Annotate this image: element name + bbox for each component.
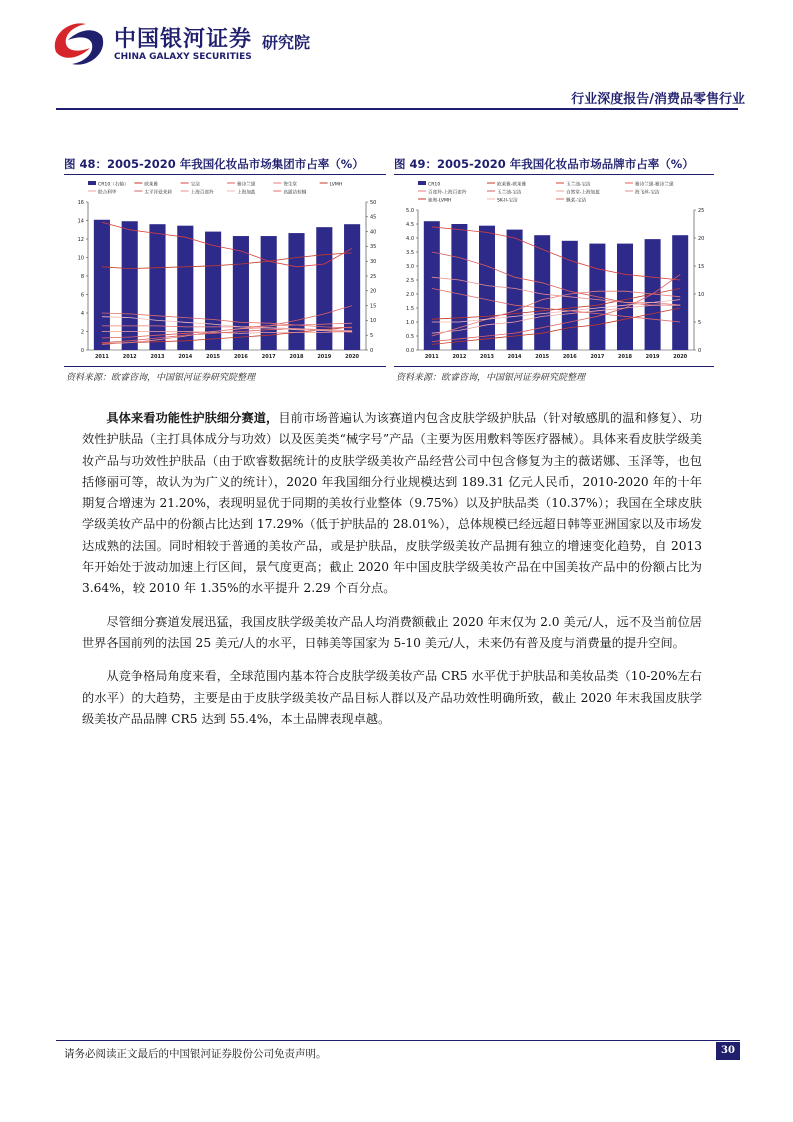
y-tick-label: 1.5 xyxy=(406,305,414,312)
y2-tick-label: 0 xyxy=(370,347,374,354)
body-text xyxy=(82,408,702,742)
legend-label: 海飞丝-宝洁 xyxy=(635,190,660,196)
y-tick-label: 6 xyxy=(80,292,84,299)
figure-49-chart xyxy=(394,176,714,364)
x-tick-label: 2016 xyxy=(233,354,248,360)
paragraph-1-lead: 具体来看功能性护肤细分赛道， xyxy=(106,411,279,425)
y-tick-label: 0 xyxy=(80,347,84,354)
galaxy-logo-icon xyxy=(50,18,108,70)
series-line xyxy=(432,252,680,305)
legend-label: 雅诗兰黛-雅诗兰黛 xyxy=(635,182,674,188)
legend-label: 玉兰油-宝洁 xyxy=(497,190,522,196)
legend-label: 欧莱雅 xyxy=(144,182,159,188)
x-tick-label: 2019 xyxy=(317,354,332,360)
y-tick-label: 2.0 xyxy=(406,291,414,298)
y2-tick-label: 15 xyxy=(370,303,377,310)
legend-label: 欧莱雅-欧莱雅 xyxy=(497,182,527,188)
y2-tick-label: 5 xyxy=(370,333,374,339)
legend-label: CR10 xyxy=(428,182,441,188)
paragraph-3: 从竞争格局角度来看，全球范围内基本符合皮肤学级美妆产品 CR5 水平优于护肤品和美妆品类（10-20%左右的水平）的大趋势，主要是由于皮肤学级美妆产品目标人群以及产品功效性明确所致，截止 2020 年末我国皮肤学级美妆产品品牌 CR5 达到 55.4%，本土品牌表现卓越。 xyxy=(82,669,702,726)
legend-label: 联合利华 xyxy=(98,190,117,196)
legend-label: 上海加蓝 xyxy=(237,190,256,196)
y-tick-label: 14 xyxy=(77,218,84,225)
series-line xyxy=(102,253,352,269)
series-line xyxy=(432,227,680,280)
series-line xyxy=(432,300,680,322)
y-tick-label: 16 xyxy=(77,199,84,206)
bar xyxy=(316,227,332,350)
paragraph-2: 尽管细分赛道发展迅猛，我国皮肤学级美妆产品人均消费额截止 2020 年末仅为 2.0 美元/人，远不及当前位居世界各国前列的法国 25 美元/人的水平，日韩美等国家为 5-10 美元/人，未来仍有普及度与消费量的提升空间。 xyxy=(82,614,702,650)
x-tick-label: 2019 xyxy=(645,354,660,360)
y2-tick-label: 10 xyxy=(698,291,705,298)
x-tick-label: 2020 xyxy=(345,354,360,360)
x-tick-label: 2017 xyxy=(261,354,276,360)
header-divider xyxy=(56,108,738,110)
y2-tick-label: 30 xyxy=(370,259,377,265)
report-type: 行业深度报告/消费品零售行业 xyxy=(571,92,745,107)
bar xyxy=(122,221,138,350)
legend-label: 飘柔-宝洁 xyxy=(566,198,587,204)
legend-label: 太平洋爱茉莉 xyxy=(144,190,172,196)
x-tick-label: 2011 xyxy=(424,354,439,360)
y2-tick-label: 15 xyxy=(698,263,705,270)
y2-tick-label: 25 xyxy=(698,207,705,214)
y2-tick-label: 50 xyxy=(370,199,377,206)
legend-swatch-bar xyxy=(418,181,426,185)
y-tick-label: 2.5 xyxy=(406,277,414,284)
page-number: 30 xyxy=(716,1042,740,1060)
figure-48-source: 资料来源：欧睿咨询，中国银河证券研究院整理 xyxy=(66,373,256,383)
y-tick-label: 0.5 xyxy=(406,333,414,340)
y-tick-label: 2 xyxy=(80,329,84,336)
y2-tick-label: 40 xyxy=(370,229,377,236)
legend-label: 高露洁棕榈 xyxy=(283,190,307,196)
x-tick-label: 2016 xyxy=(562,354,577,360)
institute-label: 研究院 xyxy=(262,33,311,52)
legend-label: 上海百雀羚 xyxy=(190,190,214,196)
y-tick-label: 3.5 xyxy=(406,249,414,256)
figure-48-title: 图 48：2005-2020 年我国化妆品市场集团市占率（%） xyxy=(64,157,364,171)
figure-48-rule xyxy=(64,174,386,175)
paragraph-1 xyxy=(82,408,702,600)
x-tick-label: 2014 xyxy=(178,354,193,360)
figure-48-chart xyxy=(64,176,386,364)
y-tick-label: 4 xyxy=(80,310,84,317)
bar xyxy=(672,235,688,350)
x-tick-label: 2013 xyxy=(480,354,494,360)
bar xyxy=(94,220,110,350)
y-tick-label: 5.0 xyxy=(406,207,414,214)
y-tick-label: 0.0 xyxy=(406,347,414,354)
y2-tick-label: 25 xyxy=(370,273,377,280)
legend-label: CR10（右轴） xyxy=(98,182,129,188)
brand-name-en: CHINA GALAXY SECURITIES xyxy=(114,52,252,62)
y-tick-label: 12 xyxy=(77,236,84,243)
x-tick-label: 2011 xyxy=(94,354,109,360)
footer-disclaimer: 请务必阅读正文最后的中国银河证券股份公司免责声明。 xyxy=(64,1048,327,1060)
series-line xyxy=(432,277,680,305)
x-tick-label: 2017 xyxy=(590,354,605,360)
legend-label: 自然堂-上海加蓝 xyxy=(566,190,600,196)
legend-label: 玉兰油-宝洁 xyxy=(566,182,591,188)
bar xyxy=(617,244,633,350)
x-tick-label: 2018 xyxy=(289,354,304,360)
series-line xyxy=(432,291,680,336)
y-tick-label: 3.0 xyxy=(406,263,414,270)
y2-tick-label: 0 xyxy=(698,347,702,354)
figure-49-bottom-rule xyxy=(394,366,714,367)
legend-swatch-bar xyxy=(88,181,96,185)
y2-tick-label: 35 xyxy=(370,244,377,251)
bar xyxy=(479,226,495,350)
y-tick-label: 10 xyxy=(77,255,84,262)
figure-49-rule xyxy=(394,174,714,175)
y2-tick-label: 45 xyxy=(370,214,377,221)
brand-logo xyxy=(50,18,350,70)
legend-label: 宝洁 xyxy=(190,182,200,188)
figure-48-bottom-rule xyxy=(64,366,386,367)
bar xyxy=(424,221,440,350)
x-tick-label: 2015 xyxy=(535,354,550,360)
y2-tick-label: 20 xyxy=(698,235,705,242)
x-tick-label: 2018 xyxy=(618,354,632,360)
x-tick-label: 2013 xyxy=(150,354,165,360)
figure-49-source: 资料来源：欧睿咨询，中国银河证券研究院整理 xyxy=(396,373,586,383)
x-tick-label: 2020 xyxy=(673,354,688,360)
x-tick-label: 2012 xyxy=(452,354,467,360)
y-tick-label: 4.5 xyxy=(406,221,414,228)
legend-label: 雅诗兰黛 xyxy=(237,182,256,188)
legend-label: 资生堂 xyxy=(283,182,298,188)
figure-49-title: 图 49：2005-2020 年我国化妆品市场品牌市占率（%） xyxy=(394,157,694,171)
x-tick-label: 2014 xyxy=(507,354,522,360)
y2-tick-label: 10 xyxy=(370,318,377,325)
y-tick-label: 4.0 xyxy=(406,235,414,242)
y-tick-label: 8 xyxy=(80,273,84,280)
series-line xyxy=(432,274,680,341)
x-tick-label: 2015 xyxy=(206,354,221,360)
y-tick-label: 1.0 xyxy=(406,319,414,326)
legend-label: LVMH xyxy=(329,182,343,188)
legend-label: 百雀羚-上海百雀羚 xyxy=(428,190,467,196)
legend-label: 迪奥-LVMH xyxy=(428,198,452,204)
footer-divider xyxy=(56,1040,740,1041)
y2-tick-label: 20 xyxy=(370,288,377,295)
series-line xyxy=(102,222,352,266)
legend-label: SK-II-宝洁 xyxy=(497,198,518,204)
paragraph-1-text: 目前市场普遍认为该赛道内包含皮肤学级护肤品（针对敏感肌的温和修复）、功效性护肤品（主打具体成分与功效）以及医美类“械字号”产品（主要为医用敷料等医疗器械）。具体来看皮肤学级美妆产品与功效性护肤品（由于欧睿数据统计的皮肤学级美妆产品经营公司中包含修复为主的薇诺娜、玉泽等，也包括修丽可等，故认为为广义的统计），2020 年我国细分行业规模达到 189.31 亿元人民币，2010-2020 年的十年期复合增速为 21.20%，表现明显优于同期的美妆行业整体（9.75%）以及护肤品类（10.37%）；我国在全球皮肤学级美妆产品中的份额占比达到 17.29%（低于护肤品的 28.01%），总体规模已经远超日韩等亚洲国家以及市场发达成熟的法国。同时相较于普通的美妆产品，或是护肤品，皮肤学级美妆产品拥有独立的增速变化趋势，自 2013 年开始处于波动加速上行区间，景气度更高；截止 2020 年中国皮肤学级美妆产品在中国美妆产品中的份额占比为 3.64%，较 2010 年 1.35%的水平提升 2.29 个百分点。 xyxy=(82,411,703,596)
series-line xyxy=(432,308,680,344)
x-tick-label: 2012 xyxy=(122,354,137,360)
y2-tick-label: 5 xyxy=(698,319,702,326)
brand-name-cn: 中国银河证券 xyxy=(114,27,253,52)
